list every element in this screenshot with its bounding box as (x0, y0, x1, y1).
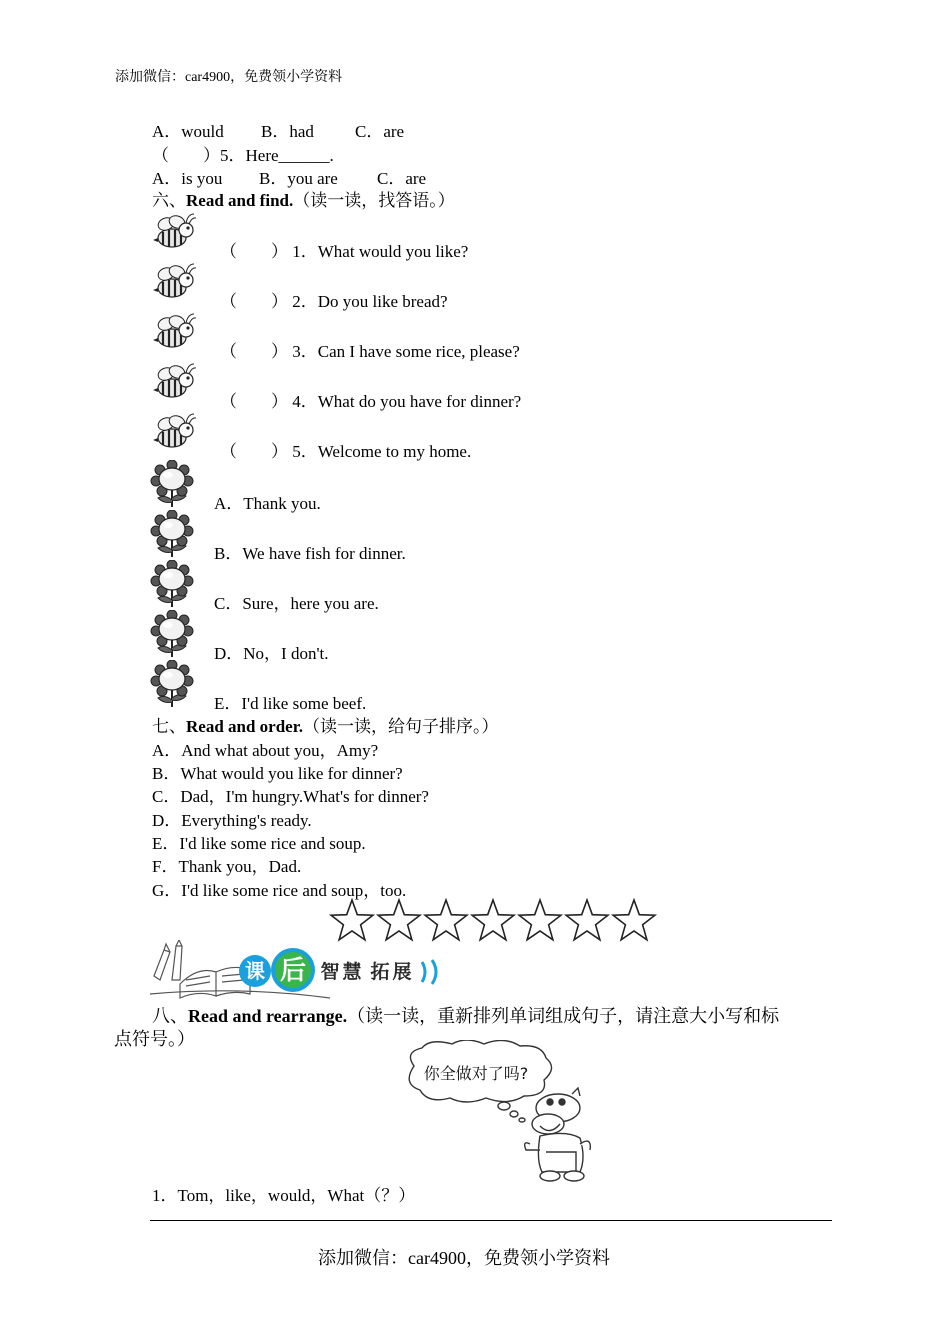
banner-char-1: 课 (245, 959, 265, 983)
q4-option-a: A．would (152, 122, 224, 141)
flower-icon (150, 560, 196, 608)
answer-e: E．I'd like some beef. (214, 694, 367, 713)
star-icon (331, 900, 373, 940)
question-5 (220, 437, 471, 462)
question-text: 3．Can I have some rice, please? (292, 342, 520, 361)
q5-option-a: A．is you (152, 169, 223, 188)
q4-option-b: B．had (261, 122, 314, 141)
section8-heading (152, 1002, 779, 1028)
answer-b: B．We have fish for dinner. (214, 544, 406, 563)
banner-wave (432, 960, 436, 984)
order-item-b: B．What would you like for dinner? (152, 764, 403, 783)
star-icon (425, 900, 467, 940)
bee-icon (150, 408, 196, 452)
section8-number: 八、 (152, 1006, 188, 1026)
section7-note: （读一读，给句子排序。） (302, 717, 499, 736)
q4-option-c: C．are (355, 122, 405, 141)
star-icon (519, 900, 561, 940)
section7-title: Read and order. (186, 717, 303, 736)
question-text: 1．What would you like? (292, 242, 469, 261)
section8-note-cont: 点符号。） (114, 1029, 195, 1049)
answer-line[interactable] (150, 1220, 832, 1221)
question-1 (220, 237, 468, 262)
page-header: 添加微信：car4900，免费领小学资料 (115, 70, 343, 85)
order-item-a: A．And what about you，Amy? (152, 741, 379, 760)
order-item-c: C．Dad，I'm hungry.What's for dinner? (152, 787, 429, 806)
answer-blank[interactable]: （ ） (220, 242, 288, 261)
answer-blank[interactable]: （ ） (220, 442, 288, 461)
banner-char-4: 慧 (342, 961, 362, 983)
section7-number: 七、 (152, 717, 186, 736)
banner-char-6: 展 (392, 961, 412, 983)
answer-a: A．Thank you. (214, 494, 321, 513)
star-icon (378, 900, 420, 940)
bee-icon (150, 358, 196, 402)
question-text: 5．Welcome to my home. (292, 442, 472, 461)
section8-title: Read and rearrange. (188, 1006, 348, 1026)
banner-char-5: 拓 (370, 961, 390, 983)
flower-icon (150, 660, 196, 708)
section6-note: （读一读，找答语。） (293, 191, 455, 210)
question-3 (220, 337, 520, 362)
bee-icon (150, 208, 196, 252)
question-text: 4．What do you have for dinner? (292, 392, 522, 411)
order-item-g: G．I'd like some rice and soup，too. (152, 881, 407, 900)
after-class-banner (150, 940, 450, 1002)
order-item-e: E．I'd like some rice and soup. (152, 834, 366, 853)
answer-d: D．No，I don't. (214, 644, 329, 663)
bee-icon (150, 308, 196, 352)
order-item-d: D．Everything's ready. (152, 811, 312, 830)
banner-char-3: 智 (320, 961, 340, 983)
section7-heading (152, 712, 498, 737)
order-item-f: F．Thank you，Dad. (152, 857, 302, 876)
answer-blank[interactable]: （ ） (220, 392, 288, 411)
q5-option-b: B．you are (259, 169, 338, 188)
question-2 (220, 287, 448, 312)
star-icon (566, 900, 608, 940)
bubble-text: 你全做对了吗? (423, 1064, 529, 1083)
banner-wave (422, 962, 425, 982)
q5-option-c: C．are (377, 169, 427, 188)
answer-blank[interactable]: （ ） (220, 292, 288, 311)
section6-title: Read and find. (186, 191, 294, 210)
section6-heading (152, 186, 455, 211)
rearrange-question-1: 1．Tom，like，would，What（？） (152, 1186, 416, 1205)
answer-blank[interactable]: （ ） (220, 342, 288, 361)
flower-icon (150, 510, 196, 558)
section6-number: 六、 (152, 191, 186, 210)
question-4 (220, 387, 521, 412)
flower-icon (150, 610, 196, 658)
flower-icon (150, 460, 196, 508)
hippo-icon (525, 1088, 591, 1181)
banner-char-2: 后 (279, 956, 307, 986)
rating-stars (328, 897, 660, 945)
section8-note: （读一读，重新排列单词组成句子，请注意大小写和标 (347, 1006, 780, 1026)
q5-stem: （ ）5．Here______. (152, 146, 334, 165)
answer-c: C．Sure，here you are. (214, 594, 379, 613)
star-icon (472, 900, 514, 940)
question-text: 2．Do you like bread? (292, 292, 448, 311)
star-icon (613, 900, 655, 940)
hippo-illustration (400, 1040, 600, 1185)
page-footer: 添加微信：car4900，免费领小学资料 (318, 1248, 610, 1268)
bee-icon (150, 258, 196, 302)
